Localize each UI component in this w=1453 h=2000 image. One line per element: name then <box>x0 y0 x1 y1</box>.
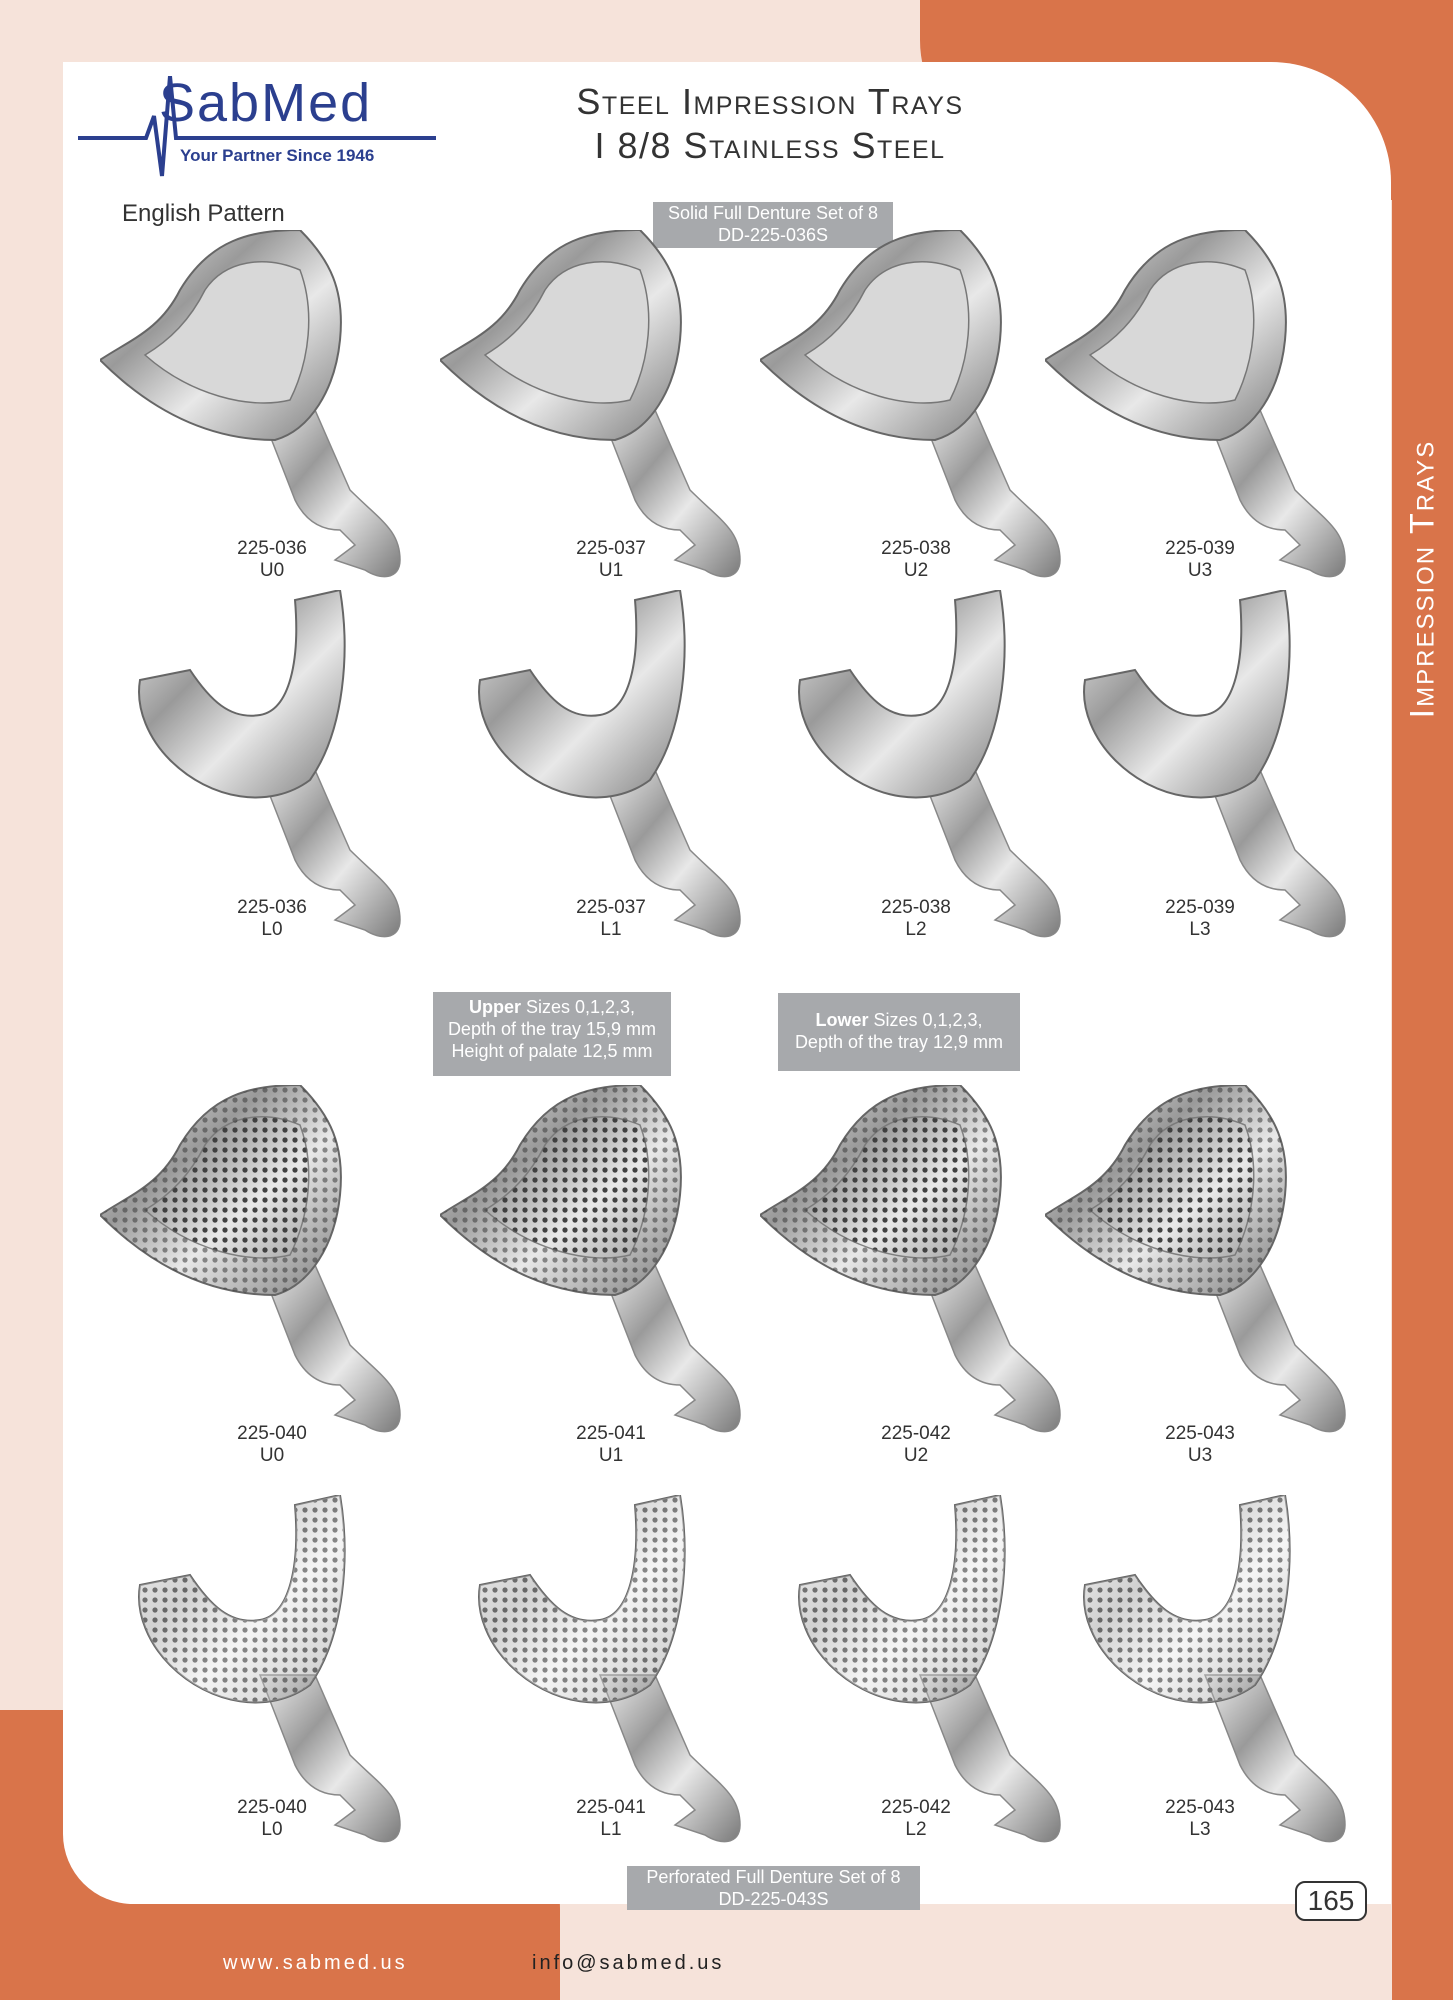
product-size: U1 <box>598 560 624 581</box>
product-size: U0 <box>259 560 285 581</box>
product-size: L3 <box>1189 1819 1211 1840</box>
solid-lower-tray-image <box>760 590 1080 950</box>
page-number: 165 <box>1295 1881 1367 1921</box>
product-size: L2 <box>905 1819 927 1840</box>
solid-set-title: Solid Full Denture Set of 8 <box>667 203 879 223</box>
product-code: 225-043 <box>1165 1423 1235 1444</box>
solid-upper-tray-image <box>760 230 1080 590</box>
product-size: U3 <box>1187 560 1213 581</box>
product-label <box>1130 897 1270 941</box>
page-title-line1: Steel Impression Trays <box>576 81 964 122</box>
perforated-upper-tray-image <box>1045 1085 1365 1445</box>
solid-set-code: DD-225-036S <box>717 225 829 245</box>
product-label <box>202 897 342 941</box>
product-code: 225-037 <box>576 897 646 918</box>
product-code: 225-043 <box>1165 1797 1235 1818</box>
perforated-upper-tray-image <box>100 1085 420 1445</box>
product-size: U2 <box>903 560 929 581</box>
product-size: L2 <box>905 919 927 940</box>
product-code: 225-039 <box>1165 538 1235 559</box>
perforated-set-title: Perforated Full Denture Set of 8 <box>646 1867 901 1887</box>
product-code: 225-036 <box>237 538 307 559</box>
page-title <box>470 80 1070 168</box>
product-label <box>202 1797 342 1841</box>
product-code: 225-039 <box>1165 897 1235 918</box>
solid-lower-tray-image <box>1045 590 1365 950</box>
product-code: 225-042 <box>881 1423 951 1444</box>
product-code: 225-041 <box>576 1797 646 1818</box>
product-label <box>541 1797 681 1841</box>
product-label <box>846 897 986 941</box>
product-size: U1 <box>598 1445 624 1466</box>
upper-info-line2: Depth of the tray 15,9 mm <box>447 1019 657 1039</box>
product-code: 225-040 <box>237 1797 307 1818</box>
product-size: L0 <box>261 1819 283 1840</box>
section-tab <box>1392 400 1453 758</box>
brand-name: SabMed <box>159 73 373 133</box>
product-size: U2 <box>903 1445 929 1466</box>
product-label <box>846 538 986 582</box>
solid-upper-tray-image <box>100 230 420 590</box>
page-title-line2: I 8/8 Stainless Steel <box>594 125 946 166</box>
product-label <box>541 1423 681 1467</box>
pattern-label: English Pattern <box>122 200 285 227</box>
lower-info-line1: Lower Sizes 0,1,2,3, <box>815 1010 983 1030</box>
footer-website[interactable]: www.sabmed.us <box>223 1952 408 1974</box>
product-size: L1 <box>600 919 622 940</box>
product-label <box>202 1423 342 1467</box>
product-label <box>541 538 681 582</box>
product-label <box>541 897 681 941</box>
perforated-upper-tray-image <box>760 1085 1080 1445</box>
perforated-upper-tray-image <box>440 1085 760 1445</box>
lower-info-line2: Depth of the tray 12,9 mm <box>794 1032 1004 1052</box>
product-code: 225-040 <box>237 1423 307 1444</box>
product-code: 225-038 <box>881 538 951 559</box>
product-size: U3 <box>1187 1445 1213 1466</box>
product-label <box>846 1423 986 1467</box>
footer-email[interactable]: info@sabmed.us <box>532 1952 725 1974</box>
product-label <box>1130 1423 1270 1467</box>
product-size: L0 <box>261 919 283 940</box>
section-tab-label: Impression Trays <box>1403 439 1441 719</box>
product-size: U0 <box>259 1445 285 1466</box>
brand-logo <box>76 73 446 186</box>
perforated-set-code: DD-225-043S <box>718 1889 829 1909</box>
upper-info-line3: Height of palate 12,5 mm <box>451 1041 653 1061</box>
product-code: 225-041 <box>576 1423 646 1444</box>
solid-lower-tray-image <box>440 590 760 950</box>
product-size: L3 <box>1189 919 1211 940</box>
product-label <box>846 1797 986 1841</box>
product-label <box>202 538 342 582</box>
product-code: 225-038 <box>881 897 951 918</box>
product-code: 225-042 <box>881 1797 951 1818</box>
product-size: L1 <box>600 1819 622 1840</box>
solid-upper-tray-image <box>1045 230 1365 590</box>
upper-info-box <box>433 992 671 1076</box>
product-code: 225-037 <box>576 538 646 559</box>
solid-lower-tray-image <box>100 590 420 950</box>
lower-info-box <box>778 993 1020 1071</box>
product-label <box>1130 538 1270 582</box>
perforated-set-box <box>627 1866 920 1910</box>
product-label <box>1130 1797 1270 1841</box>
brand-tagline: Your Partner Since 1946 <box>180 146 375 165</box>
product-code: 225-036 <box>237 897 307 918</box>
solid-upper-tray-image <box>440 230 760 590</box>
upper-info-line1: Upper Sizes 0,1,2,3, <box>468 997 636 1017</box>
